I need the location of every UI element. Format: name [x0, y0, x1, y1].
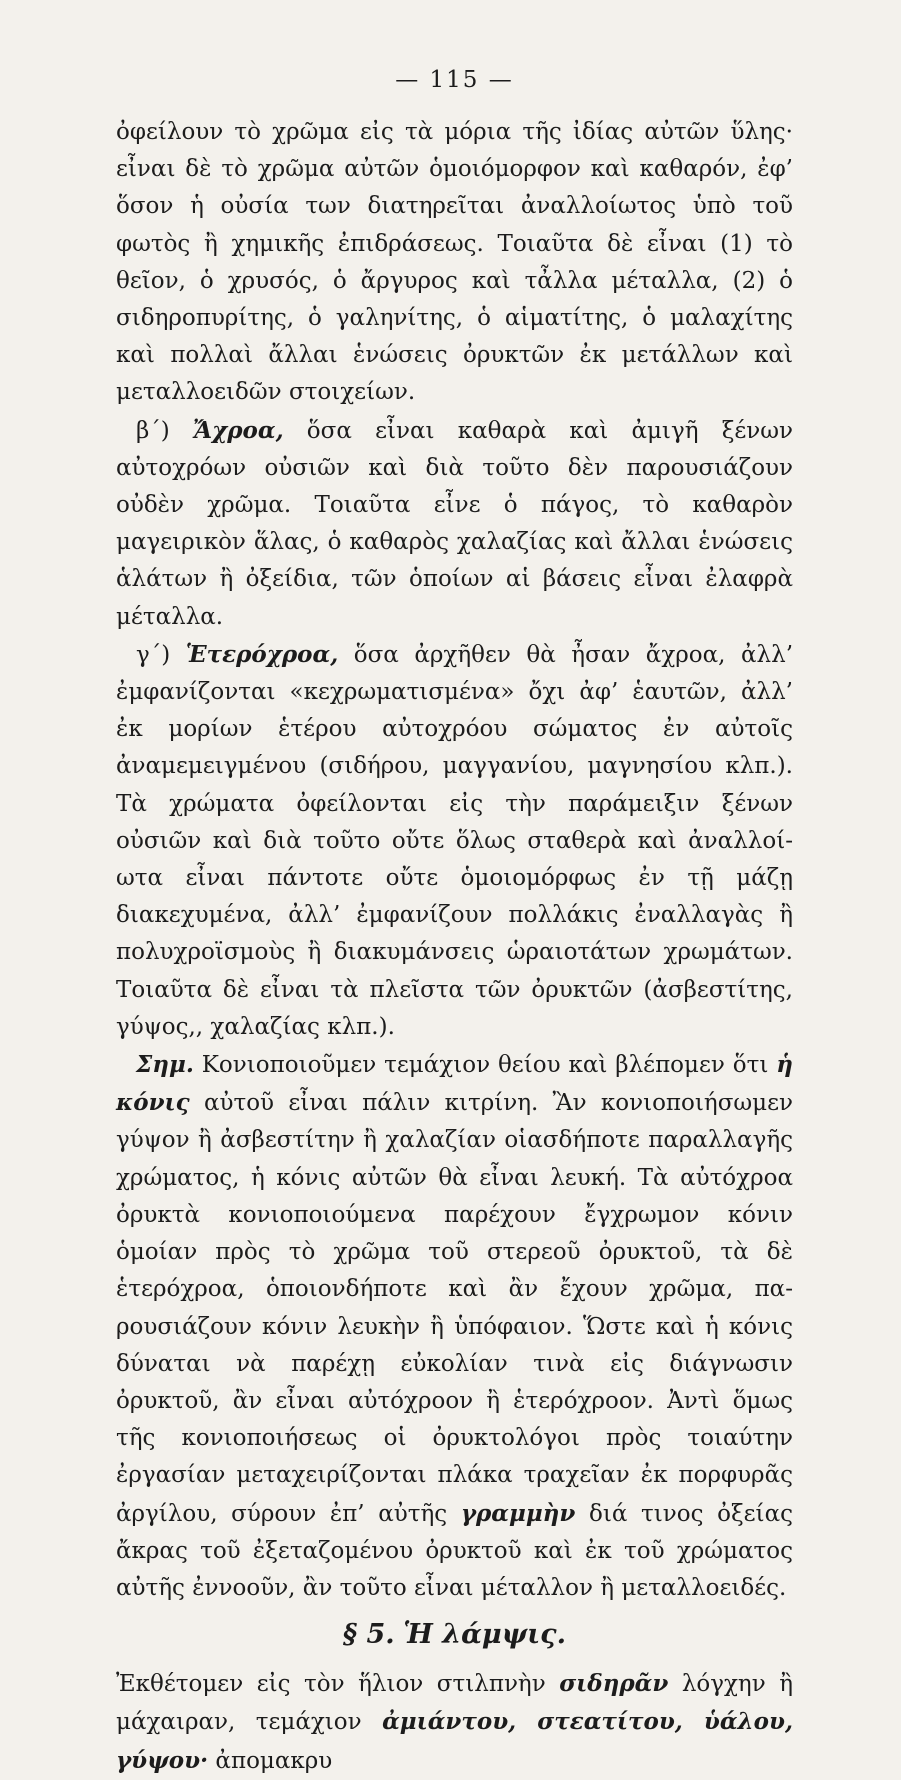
text-run: ἀπομακρυ — [208, 1747, 333, 1774]
text-run: ὅσα εἶναι καθαρὰ καὶ ἀμιγῆ ξένων αὐτοχρόων οὐσιῶν καὶ διὰ τοῦτο δὲν παρουσιάζουν οὐδὲν χρῶμα. Τοιαῦτα εἶνε ὁ πάγος, τὸ καθαρὸν μαγειρικὸν ἅλας, ὁ καθαρὸς χαλαζίας καὶ ἄλλαι ἑνώσεις ἁλάτων ἢ ὀξείδια, τῶν ὁποίων αἱ βάσεις εἶναι ἐλαφρὰ μέταλλα. — [116, 417, 793, 630]
emphasized-term: ἡ κόνις — [116, 1051, 793, 1117]
paragraph — [116, 114, 793, 412]
text-run: Ἐκθέτομεν εἰς τὸν ἥλιον στιλπνὴν — [116, 1671, 560, 1698]
text-run: γ΄) — [136, 641, 186, 668]
text-run: διά τινος ὀξείας ἄκρας τοῦ ἐξεταζομένου ὀρυκτοῦ καὶ ἐκ τοῦ χρώματος αὐτῆς ἐννοοῦν, ἂν τοῦτο εἶναι μέταλλον ἢ μεταλλοειδές. — [116, 1500, 793, 1601]
section-heading — [116, 1609, 793, 1661]
emphasized-term: ἀμιάντου, στεατίτου, ὑάλου, γύψου· — [116, 1708, 793, 1774]
section-number: § 5. — [342, 1619, 395, 1651]
paragraph — [116, 636, 793, 1046]
text-run: ὀφείλουν τὸ χρῶμα εἰς τὰ μόρια τῆς ἰδίας αὐτῶν ὕλης· εἶναι δὲ τὸ χρῶμα αὐτῶν ὁμοιόμορφον καὶ καθαρόν, ἐφ’ ὅσον ἡ οὐσία των διατηρεῖται ἀναλλοίωτος ὑπὸ τοῦ φωτὸς ἢ χημικῆς ἐπιδράσεως. Τοιαῦτα δὲ εἶναι (1) τὸ θεῖον, ὁ χρυσός, ὁ ἄργυρος καὶ τἆλλα μέταλλα, (2) ὁ σιδηροπυρίτης, ὁ γαληνίτης, ὁ αἱματίτης, ὁ μαλαχίτης καὶ πολλαὶ ἄλλαι ἑνώσεις ὀρυκτῶν ἐκ μετάλλων καὶ μεταλλοειδῶν στοιχείων. — [116, 119, 793, 406]
emphasized-term: Ἄχροα, — [192, 416, 284, 444]
paragraph — [116, 412, 793, 636]
section-body — [116, 1665, 793, 1780]
emphasized-term: Σημ. — [136, 1051, 194, 1079]
text-run: λόγχην ἢ μάχαιραν, τεμάχιον — [116, 1671, 793, 1736]
page-body — [116, 114, 793, 1607]
text-run: ὅσα ἀρχῆθεν θὰ ἦσαν ἄχροα, ἀλλ’ ἐμφανίζονται «κεχρωματισμένα» ὄχι ἀφ’ ἑαυτῶν, ἀλλ’ ἐκ μορίων ἑτέρου αὐτοχρόου σώματος ἐν αὐτοῖς ἀναμεμειγμένου (σιδήρου, μαγγανίου, μαγνησίου κλπ.). Τὰ χρώματα ὀφείλονται εἰς τὴν παράμειξιν ξένων οὐσιῶν καὶ διὰ τοῦτο οὔτε ὅλως σταθερὰ καὶ ἀναλλοίωτα εἶναι πάντοτε οὔτε ὁμοιομόρφως ἐν τῇ μάζῃ διακεχυμένα, ἀλλ’ ἐμφανίζουν πολλάκις ἐναλλαγὰς ἢ πολυχροϊσμοὺς ἢ διακυμάνσεις ὡραιοτάτων χρωμάτων. Τοιαῦτα δὲ εἶναι τὰ πλεῖστα τῶν ὀρυκτῶν (ἀσβεστίτης, γύψος,, χαλαζίας κλπ.). — [116, 641, 794, 1040]
paragraph — [116, 1665, 793, 1780]
paragraph — [116, 1046, 793, 1607]
section-title: Ἡ λάμψις. — [403, 1619, 567, 1651]
text-run: β΄) — [136, 417, 193, 444]
text-run: Κονιοποιοῦμεν τεμάχιον θείου καὶ βλέπομεν ὅτι — [193, 1052, 777, 1079]
emphasized-term: Ἑτερόχροα, — [185, 640, 339, 668]
emphasized-term: σιδηρᾶν — [559, 1670, 669, 1698]
text-run: αὐτοῦ εἶναι πάλιν κιτρίνη. Ἂν κονιοποιήσωμεν γύψον ἢ ἀσβεστίτην ἢ χαλαζίαν οἱασδήποτε παραλλαγῆς χρώματος, ἡ κόνις αὐτῶν θὰ εἶναι λευκή. Τὰ αὐτόχροα ὀρυκτὰ κονιοποιούμενα παρέχουν ἔγχρωμον κόνιν ὁμοίαν πρὸς τὸ χρῶμα τοῦ στερεοῦ ὀρυκτοῦ, τὰ δὲ ἑτερόχροα, ὁποιονδήποτε καὶ ἂν ἔχουν χρῶμα, παρουσιάζουν κόνιν λευκὴν ἢ ὑπόφαιον. Ὥστε καὶ ἡ κόνις δύναται νὰ παρέχῃ εὐκολίαν τινὰ εἰς διάγνωσιν ὀρυκτοῦ, ἂν εἶναι αὐτόχροον ἢ ἑτερόχροον. Ἀντὶ ὅμως τῆς κονιοποιήσεως οἱ ὀρυκτολόγοι πρὸς τοιαύτην ἐργασίαν μεταχειρίζονται πλάκα τραχεῖαν ἐκ πορφυρᾶς ἀργίλου, σύρουν ἐπ’ αὐτῆς — [116, 1090, 793, 1527]
emphasized-term: γραμμὴν — [460, 1499, 576, 1527]
page-number: — 115 — — [395, 67, 514, 93]
